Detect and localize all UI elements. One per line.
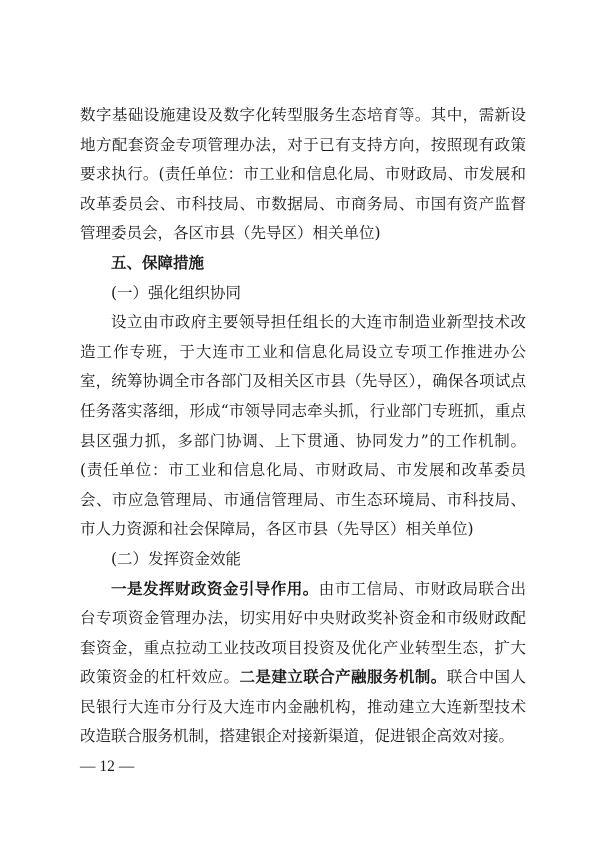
paragraph-organization: 设立由市政府主要领导担任组长的大连市制造业新型技术改造工作专班，于大连市工业和信息化局设立专项工作推进办公室，统筹协调全市各部门及相关区市县（先导区），确保各项试点任务落实落细，形成“市领导同志牵头抓，行业部门专班抓，重点县区强力抓，多部门协调、上下贯通、协同发力”的工作机制。(责任单位：市工业和信息化局、市财政局、市发展和改革委员会、市应急管理局、市通信管理局、市生态环境局、市科技局、市人力资源和社会保障局，各区市县（先导区）相关单位): [80, 313, 526, 539]
body-text: [80, 101, 526, 752]
bold-lead-2: 二是建立联合产融服务机制。: [239, 668, 447, 687]
text-1: 由市工信局、市财政局联合出台专项资金管理办法，切实用好中央财政奖补资金和市级财政配套资金，重点拉动工业技改项目投资及优化产业转型生态，扩大政策资金的杠杆效应。: [80, 579, 526, 687]
subsection-heading-2: (二）发挥资金效能: [111, 549, 242, 568]
paragraph-continued: 数字基础设施建设及数字化转型服务生态培育等。其中，需新设地方配套资金专项管理办法，对于已有支持方向，按照现有政策要求执行。(责任单位：市工业和信息化局、市财政局、市发展和改革委员会、市科技局、市数据局、市商务局、市国有资产监督管理委员会，各区市县（先导区）相关单位): [80, 106, 526, 243]
section-heading: 五、保障措施: [111, 253, 205, 272]
text-2: 联合中国人民银行大连市分行及大连市内金融机构，推动建立大连新型技术改造联合服务机制，搭建银企对接新渠道，促进银企高效对接。: [80, 668, 526, 746]
paragraph-funding: [80, 575, 526, 753]
page-number: — 12 —: [80, 758, 135, 775]
subsection-heading-1: (一）强化组织协同: [111, 283, 242, 302]
bold-lead-1: 一是发挥财政资金引导作用。: [111, 579, 319, 598]
